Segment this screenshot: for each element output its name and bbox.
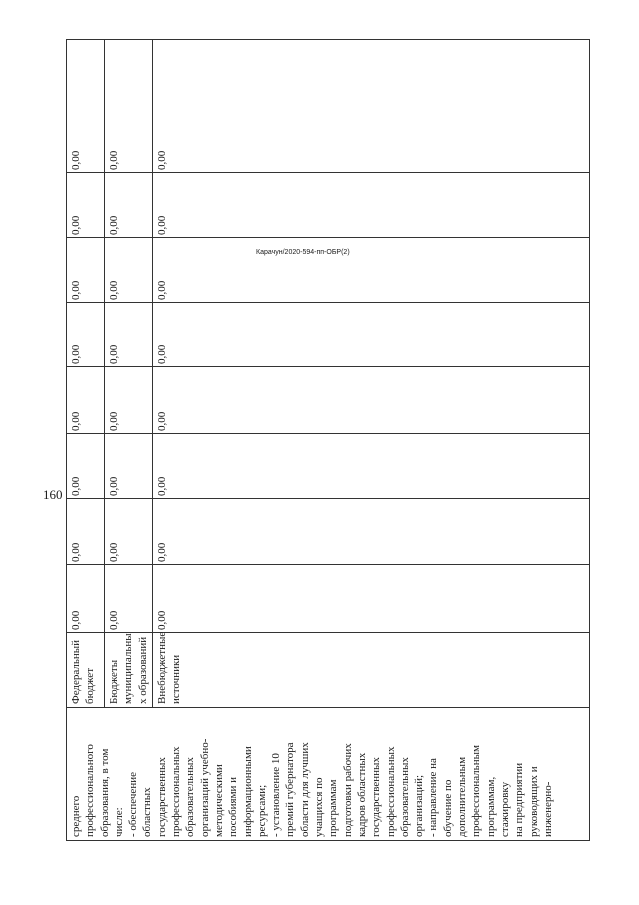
description-line: образовательных [398, 757, 411, 837]
description-line: организаций учебно- [198, 738, 211, 837]
description-line: кадров областных [355, 752, 368, 837]
amount-value: 0,00 [155, 150, 168, 170]
value-cell [67, 499, 105, 565]
value-cell [152, 499, 589, 565]
value-cell [105, 303, 153, 367]
funding-source-line: Бюджеты [108, 659, 120, 704]
funding-source-line: бюджет [84, 668, 97, 704]
amount-value: 0,00 [70, 215, 82, 235]
value-cell [152, 303, 589, 367]
funding-source-line: источники [170, 654, 183, 704]
description-line: профессионального [84, 744, 97, 837]
description-line: организаций; [413, 774, 426, 837]
table-body [67, 40, 590, 841]
description-line: профессиональным [470, 745, 483, 837]
amount-value: 0,00 [155, 411, 168, 431]
value-cell [152, 367, 589, 434]
description-line: программам, [484, 776, 497, 837]
description-line: профессиональных [384, 746, 397, 837]
description-line: числе: [112, 807, 125, 837]
value-cell [152, 173, 589, 238]
description-line: инженерно- [541, 781, 554, 837]
funding-source-line: х образований [136, 636, 149, 704]
amount-value: 0,00 [155, 215, 168, 235]
table-row [67, 40, 105, 841]
description-line: подготовки рабочих [341, 743, 354, 837]
description-line: государственных [370, 757, 383, 837]
description-line: областных [141, 787, 154, 837]
description-line: области для лучших [298, 742, 311, 837]
value-cell [105, 565, 153, 633]
description-line: дополнительным [456, 756, 469, 837]
amount-value: 0,00 [155, 476, 168, 496]
amount-value: 0,00 [108, 411, 120, 431]
description-line: образования, в том [98, 748, 111, 837]
description-line: образовательных [184, 757, 197, 837]
description-line: - обеспечение [127, 772, 140, 837]
funding-source-cell [152, 633, 589, 708]
description-line: программам [327, 779, 340, 837]
rotated-page-content [43, 40, 578, 841]
value-cell [152, 238, 589, 303]
amount-value: 0,00 [155, 344, 168, 364]
value-cell [105, 434, 153, 499]
amount-value: 0,00 [108, 215, 120, 235]
amount-value: 0,00 [108, 150, 120, 170]
value-cell [105, 367, 153, 434]
amount-value: 0,00 [70, 542, 82, 562]
description-line: ресурсами; [255, 784, 268, 837]
value-cell [152, 434, 589, 499]
value-cell [152, 565, 589, 633]
value-cell [152, 40, 589, 173]
amount-value: 0,00 [70, 610, 82, 630]
amount-value: 0,00 [70, 280, 82, 300]
amount-value: 0,00 [108, 476, 120, 496]
funding-source-line: Внебюджетные [155, 631, 168, 704]
funding-source-cell [105, 633, 153, 708]
value-cell [67, 40, 105, 173]
page-number: 160 [43, 487, 63, 502]
description-line: среднего [70, 795, 82, 837]
description-line: профессиональных [170, 746, 183, 837]
value-cell [67, 303, 105, 367]
amount-value: 0,00 [155, 610, 168, 630]
description-line: информационными [241, 746, 254, 837]
amount-value: 0,00 [70, 476, 82, 496]
description-line: - направление на [427, 758, 440, 837]
description-line: пособиями и [227, 776, 240, 837]
description-line: на предприятии [513, 762, 526, 837]
amount-value: 0,00 [155, 542, 168, 562]
value-cell [67, 238, 105, 303]
measure-description-cell [67, 708, 590, 841]
document-code: Карачун/2020-594-пп-ОБР(2) [256, 249, 350, 256]
funding-source-cell [67, 633, 105, 708]
value-cell [105, 499, 153, 565]
amount-value: 0,00 [70, 411, 82, 431]
value-cell [67, 565, 105, 633]
description-line: учащихся по [313, 777, 326, 837]
value-cell [105, 173, 153, 238]
amount-value: 0,00 [70, 150, 82, 170]
description-line: государственных [155, 757, 168, 837]
funding-source-line: муниципальны [122, 633, 135, 704]
amount-value: 0,00 [108, 542, 120, 562]
budget-table [66, 39, 590, 841]
value-cell [105, 40, 153, 173]
description-line: обучение по [441, 779, 454, 837]
value-cell [105, 238, 153, 303]
value-cell [67, 173, 105, 238]
description-line: - установление 10 [270, 753, 283, 837]
amount-value: 0,00 [108, 280, 120, 300]
value-cell [67, 434, 105, 499]
description-line: руководящих и [527, 766, 540, 837]
description-line: премий губернатора [284, 742, 297, 837]
amount-value: 0,00 [155, 280, 168, 300]
value-cell [67, 367, 105, 434]
amount-value: 0,00 [108, 610, 120, 630]
description-line: методическими [212, 764, 225, 837]
amount-value: 0,00 [108, 344, 120, 364]
description-line: стажировку [498, 781, 511, 837]
funding-source-line: Федеральный [70, 639, 82, 704]
amount-value: 0,00 [70, 344, 82, 364]
